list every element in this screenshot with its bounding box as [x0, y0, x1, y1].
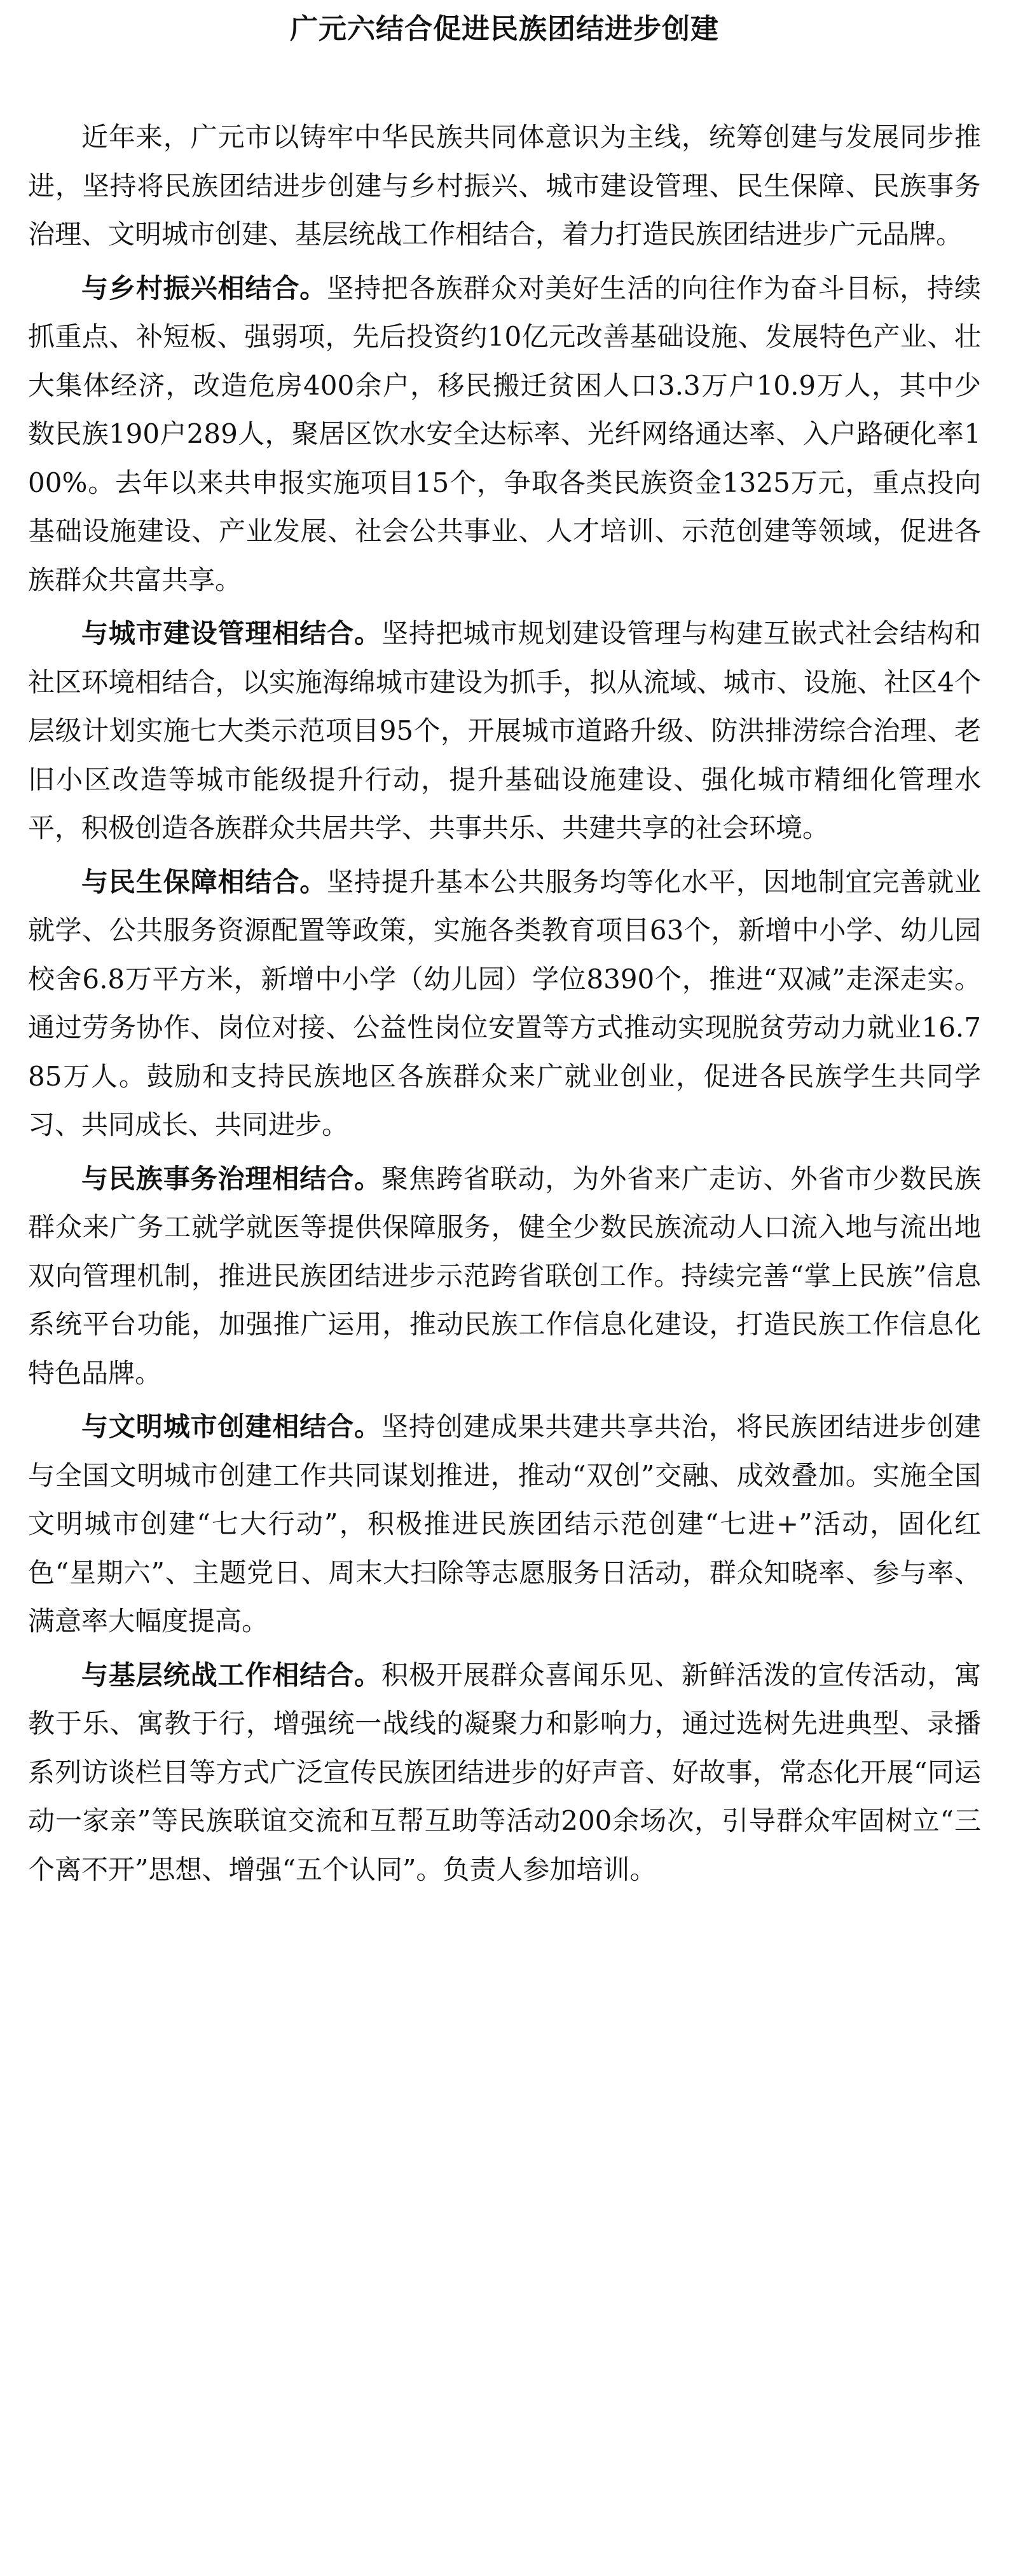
- section-livelihood: [28, 858, 981, 1150]
- section-text: 积极开展群众喜闻乐见、新鲜活泼的宣传活动，寓教于乐、寓教于行，增强统一战线的凝聚力和影响力，通过选树先进典型、录播系列访谈栏目等方式广泛宣传民族团结进步的好声音、好故事，常态化开展“同运动一家亲”等民族联谊交流和互帮互助等活动200余场次，引导群众牢固树立“三个离不开”思想、增强“五个认同”。负责人参加培训。: [28, 1659, 981, 1885]
- section-lead: 与基层统战工作相结合。: [81, 1659, 381, 1691]
- section-text: 坚持创建成果共建共享共治，将民族团结进步创建与全国文明城市创建工作共同谋划推进，推动“双创”交融、成效叠加。实施全国文明城市创建“七大行动”，积极推进民族团结示范创建“七进+”活动，固化红色“星期六”、主题党日、周末大扫除等志愿服务日活动，群众知晓率、参与率、满意率大幅度提高。: [28, 1411, 981, 1637]
- section-lead: 与文明城市创建相结合。: [81, 1411, 381, 1442]
- section-urban-construction: [28, 610, 981, 853]
- section-text: 坚持提升基本公共服务均等化水平，因地制宜完善就业就学、公共服务资源配置等政策，实施各类教育项目63个，新增中小学、幼儿园校舍6.8万平方米，新增中小学（幼儿园）学位8390个，推进“双减”走深走实。通过劳务协作、岗位对接、公益性岗位安置等方式推动实现脱贫劳动力就业16.785万人。鼓励和支持民族地区各族群众来广就业创业，促进各民族学生共同学习、共同成长、共同进步。: [28, 866, 981, 1140]
- section-rural-revitalization: [28, 264, 981, 605]
- document-title: 广元六结合促进民族团结进步创建: [290, 13, 719, 45]
- section-text: 坚持把各族群众对美好生活的向往作为奋斗目标，持续抓重点、补短板、强弱项，先后投资约10亿元改善基础设施、发展特色产业、壮大集体经济，改造危房400余户，移民搬迁贫困人口3.3万户10.9万人，其中少数民族190户289人，聚居区饮水安全达标率、光纤网络通达率、入户路硬化率100%。去年以来共申报实施项目15个，争取各类民族资金1325万元，重点投向基础设施建设、产业发展、社会公共事业、人才培训、示范创建等领域，促进各族群众共富共享。: [28, 272, 981, 596]
- section-ethnic-affairs: [28, 1155, 981, 1398]
- section-lead: 与民族事务治理相结合。: [81, 1162, 381, 1194]
- section-united-front: [28, 1651, 981, 1895]
- section-text: 坚持把城市规划建设管理与构建互嵌式社会结构和社区环境相结合，以实施海绵城市建设为抓手，拟从流域、城市、设施、社区4个层级计划实施七大类示范项目95个，开展城市道路升级、防洪排涝综合治理、老旧小区改造等城市能级提升行动，提升基础设施建设、强化城市精细化管理水平，积极创造各族群众共居共学、共事共乐、共建共享的社会环境。: [28, 618, 981, 843]
- intro-paragraph: 近年来，广元市以铸牢中华民族共同体意识为主线，统筹创建与发展同步推进，坚持将民族团结进步创建与乡村振兴、城市建设管理、民生保障、民族事务治理、文明城市创建、基层统战工作相结合，着力打造民族团结进步广元品牌。: [28, 121, 981, 250]
- section-lead: 与乡村振兴相结合。: [81, 272, 327, 304]
- section-lead: 与民生保障相结合。: [81, 866, 327, 897]
- section-text: 聚焦跨省联动，为外省来广走访、外省市少数民族群众来广务工就学就医等提供保障服务，健全少数民族流动人口流入地与流出地双向管理机制，推进民族团结进步示范跨省联创工作。持续完善“掌上民族”信息系统平台功能，加强推广运用，推动民族工作信息化建设，打造民族工作信息化特色品牌。: [28, 1162, 981, 1389]
- section-civilized-city: [28, 1403, 981, 1646]
- section-lead: 与城市建设管理相结合。: [81, 618, 381, 649]
